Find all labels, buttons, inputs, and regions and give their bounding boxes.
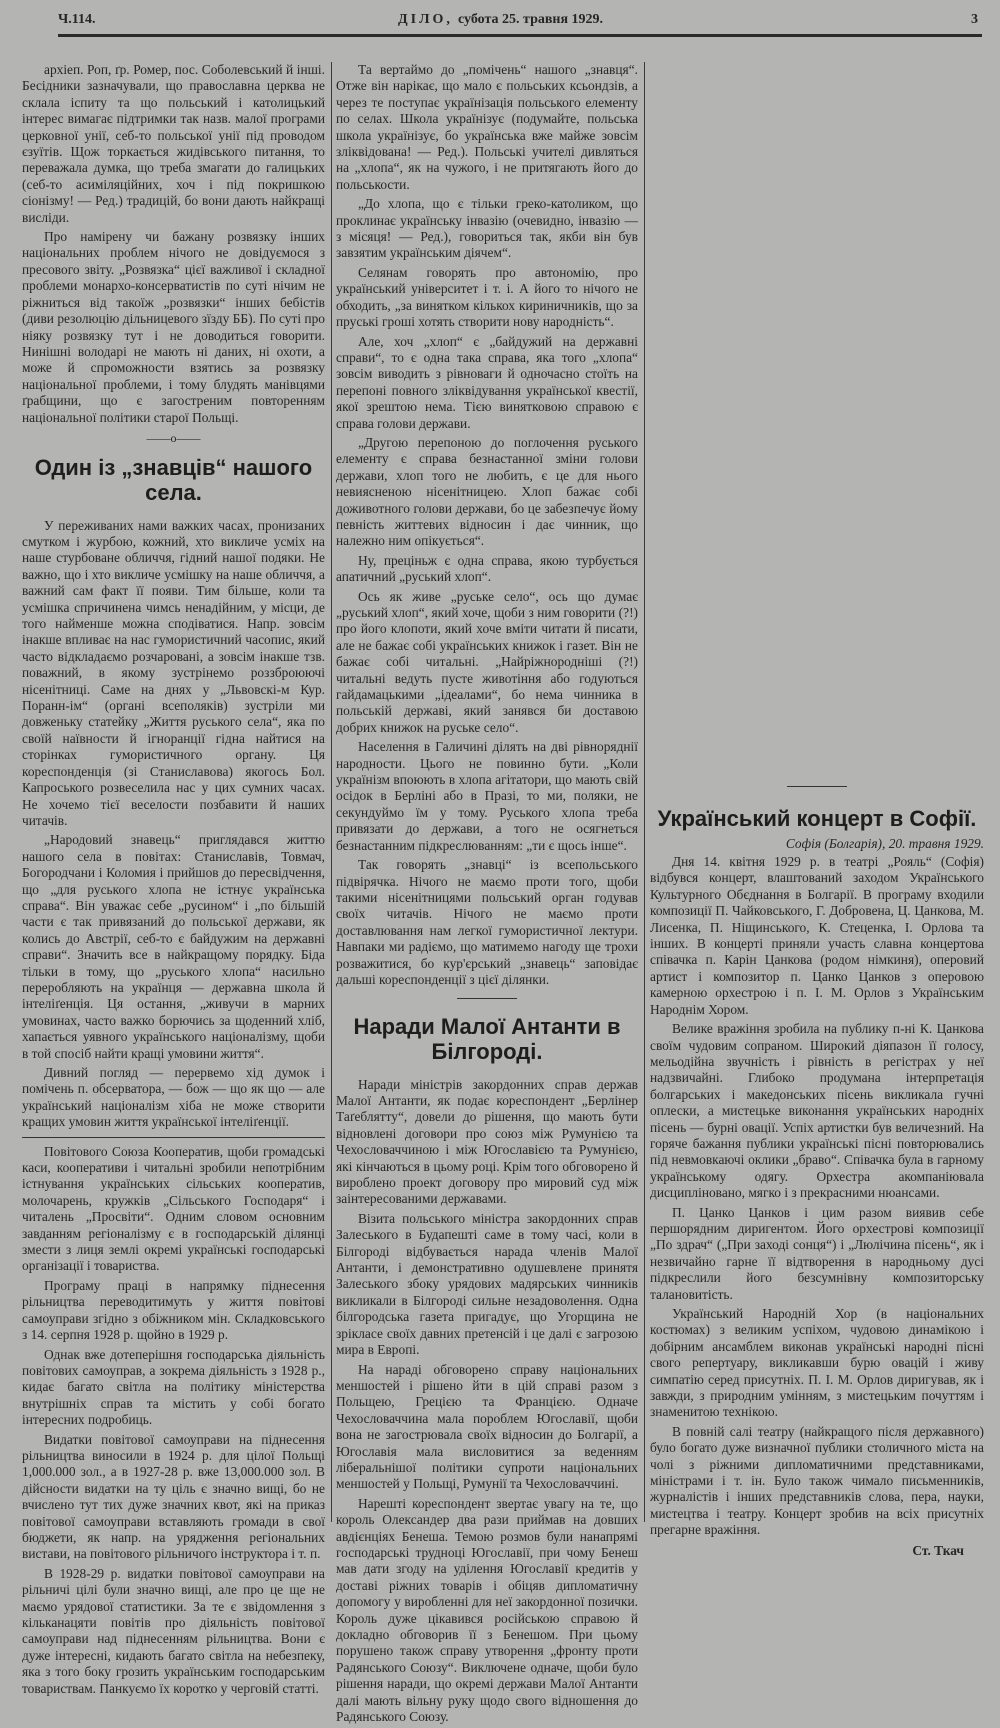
- paragraph: Нарешті кореспондент звертає увагу на те, що король Олександер два рази приймав на довших авдієнціях Бенеша. Темою розмов були нанапрямі господарські трудноці Югославії, при чому Бенеш мав дати згоду на уділення Югославії кредитів у доставі ріжних товарів і обіцяв дипломатичну допомогу у виробленні для неї закордонної позички. Король дуже цікавився російською справою й докладно обговорив її з Бенешом. При цьому порушено також справу утворення „фронту проти Радянського Союзу“. Виключене одначе, щоби було рішення наради, що окремі держави Малої Антанти далі мають вільну руку щодо свого відношення до Радянського Союзу.: [336, 1495, 638, 1725]
- paragraph: Населення в Галичині ділять на дві рівноряднії народности. Цього не повинно бути. „Коли українізм впоюють в хлопа агітатори, що мають свій осідок в Берліні або в Празі, то ми, поляки, не секундуймо їм у тому. Руського хлопа треба привязати до держави, а того не осягнеться безнастанним підкреслюванням: „ти є щось інше“.: [336, 739, 638, 853]
- paragraph: Програму праці в напрямку піднесення рільництва переводитимуть у життя повітові самоуправи згідно з обіжником мін. Складковського з 14. серпня 1928 р. щойно в 1929 р.: [22, 1277, 325, 1343]
- paragraph: Ну, преціньж є одна справа, якою турбується апатичний „руський хлоп“.: [336, 552, 638, 585]
- column-divider: [644, 62, 645, 1522]
- article-title: Український концерт в Софії.: [657, 806, 977, 831]
- paragraph: Повітового Союза Кооператив, щоби громадські каси, кооперативи і читальні зробили непотрібним істнування українських сільських кооператив, молочарень, кружків „Сільського Господаря“ і читалень „Просвіти“. Одним словом основним завданням регіоналізму є в господарській ділянці змести з лиця землі окремі українські господарські організації і товариства.: [22, 1143, 325, 1274]
- paragraph: Дня 14. квітня 1929 р. в театрі „Рояль“ (Софія) відбувся концерт, влаштований заходом Українського Культурного Обєднання в Болгарії. В програму входили композиції П. Чайковського, Г. Добровена, Ц. Цанкова, М. Лисенка, П. Ніщинського, К. Стеценка, І. Орлова та інших. В концерті приняли участь славна концертова співачка п. Карін Цанкова (родом німкиня), оперовий артист і композитор п. Цанко Цанков з оперовою камерною орхестрою і п. І. М. Орлов з Українським Народнім Хором.: [650, 854, 984, 1017]
- paragraph: архіеп. Роп, ґр. Ромер, пос. Соболевський й інші. Бесідники зазначували, що православна церква не склала іспиту та що польський і католицький інтерес вимагає підтримки так назв. малої програми церковної унії, себ-то польської унії під проводом єзуїтів. Щож торкається жидівського питання, то переважала думка, що треба змагати до галицьких (себ-то асиміляційних, хоч і під покришкою сіонізму! — Ред.) традицій, бо вони дають найкращі висліди.: [22, 62, 325, 225]
- paragraph: Так говорять „знавці“ із всепольського підвірячка. Нічого не маємо проти того, щоби такими нісенітницями польський орган годував своїх читачів. Нічого не маємо проти доставлювання нам легкої гумористичної лектури. Навпаки ми радіємо, що матимемо нагоду ще трохи розважитися, бо кур'єрський „знавець“ заповідає дальші кореспонденції з цієї ділянки.: [336, 857, 638, 987]
- paragraph: В повній салі театру (найкращого після державного) було богато дуже визначної публики столичного міста на чолі з ріжними дипломатичними представниками, міністрами і т. ін. Було також чимало письменників, журналістів і інших представників слова, пера, науки, мистецтва і театру. Концерт зробив на всіх присутніх прегарне вражіння.: [650, 1423, 984, 1538]
- paragraph: „Другою перепоною до поглочення руського елементу є справа безнастанної зміни голови держави, хлоп того не любить, є це для нього невиясненою нісенітницею. Хлоп бажає собі доживотного голови держави, бо це забезпечує йому певність життевих відносин і дає чинник, що належно ним опікується“.: [336, 434, 638, 549]
- paragraph: Дивний погляд — перервемо хід думок і помічень п. обсерватора, — бож — що як що — але український націоналізм хіба не може створити кращих умовин життя української інтеліґенції.: [22, 1065, 325, 1130]
- paragraph: Та вертаймо до „помічень“ нашого „знавця“. Отже він нарікає, що мало є польських ксьондзів, а через те поступає українізація польського елементу по селах. Школа українізує (подумайте, польська школа українізує, бо українська вже майже зовсім зліквідована! — Ред.). Польські учителі дивляться на „хлопа“, як на чужого, і не притягають його до польськости.: [336, 62, 638, 192]
- paragraph: На нараді обговорено справу національних меншостей і рішено йти в цій справі разом з Польщею, Грецією та Францією. Одначе Чехословаччина мала пороблем Югославії, щоби вона не загострювала своїх відносин до Болгарії, а Югославія мала висловитися за веденням ліберальнішої політики супроти національних меншостей у Польщі, Румунії та Чехословаччині.: [336, 1361, 638, 1492]
- paragraph: Однак вже дотеперішня господарська діяльність повітових самоуправ, а зокрема діяльність з 1928 р., кидає багато світла на політику міністерства внутрішніх справ та містить у собі богато інтересних подробиць.: [22, 1346, 325, 1428]
- separator: [457, 998, 517, 999]
- paragraph: Селянам говорять про автономію, про український університет і т. і. А його то нічого не обходить, „за винятком кількох кириничників, що за пруські гроші хотять створити нову народність“.: [336, 264, 638, 330]
- paragraph: Ось як живе „руське село“, ось що думає „руський хлоп“, який хоче, щоби з ним говорити (?!) про його клопоти, який хоче вміти читати й писати, але не бажає собі українських книжок і газет. Він не бажає собі читальні. „Найріжнородніші (?!) читальні ведуть пусте животіння або годуються гайдамацькими „ідеалами“, бо нема чинника в польській державі, який занявся би доставою добрих книжок на руське село“.: [336, 588, 638, 735]
- separator: ——o——: [146, 430, 201, 445]
- paragraph: П. Цанко Цанков і цим разом виявив себе першорядним диригентом. Його орхестрові композиції „По здрач“ („При заході сонця“) і „Люлічина пісень“, як і незвичайно гарне її відтворення в народньому дусі підкреслили його безсумнівну композиторську талановитість.: [650, 1204, 984, 1302]
- paragraph: В 1928-29 р. видатки повітової самоуправи на рільничі цілі були значно вищі, але про це ще не маємо урядової статистики. За те є звідомлення з кільканацяти повітів про діяльність повітової самоуправи над піднесенням рільництва. Вони є дуже інтересні, кидають багато світла на небезпеку, яка з того боку грозить українським господарським товариствам. Панкуємо їх коротко у черговій статті.: [22, 1565, 325, 1696]
- paragraph: Візита польського міністра закордонних справ Залеського в Будапешті саме в тому часі, коли в Білгороді відбувається нарада членів Малої Антанти, і демонстративно одушевлене принятя Залеського збоку урядових мадярських чинників викликали в Білгороді сильне незадоволення. Одна білгородська газета пригадує, що Угорщина не зрікласе своїх давних претенсій і це далі є загрозою мира в Европі.: [336, 1210, 638, 1358]
- right-column: [650, 786, 984, 1559]
- paragraph: Про намірену чи бажану розвязку інших національних проблем нічого не довідуємося з пресового звіту. „Розвязка“ цієї важливої і складної проблеми монархо-консерватистів по суті нічим не ріжниться від такоїж „розвязки“ інших бебістів (диви резолюцію дільницевого зїзду ББ). По суті про ніяку розвязку тут і не доводиться говорити. Нинішні володарі не мають ні даних, ні охоти, а може й спроможности взятись за розвязку національної проблеми, і тому блудять манівцями ґрабщини, що є загостреним повторенням національної політики старої Польщі.: [22, 229, 325, 425]
- separator: [787, 786, 847, 787]
- page-header: [58, 4, 982, 37]
- page-number: 3: [971, 12, 978, 27]
- newspaper-title: ДІЛО,: [398, 12, 453, 27]
- article-title: Один із „знавців“ нашого села.: [34, 455, 313, 505]
- author-signature: Ст. Ткач: [912, 1542, 964, 1558]
- paragraph: Український Народній Хор (в національних костюмах) з великим успіхом, чудовою динамікою і добірним ансамблем виконав українські народні пісні свого репертуару, викликавши бурю овацій і живу симпатію серед присутніх. П. І. М. Орлов диригував, як і завжди, з природним умінням, з мистецьким почуттям і знаменитою технікою.: [650, 1306, 984, 1420]
- paragraph: У переживаних нами важких часах, пронизаних смутком і журбою, кожний, хто викличе усміх на наше стурбоване обличчя, гідний нашої подяки. Не важно, що і хто викличе усмішку на наше обличчя, а важний сам факт її появи. Тим більше, коли та усмішка спричинена чимсь ненадійним, у місци, де того найменше можна сподіватися. Напр. зовсім інакше впливає на нас гумористичний часопис, який часто відкладаємо розчаровані, а зовсім інакше тзв. поважний, в якому зустрінемо роззброюючі нісенітниці. Саме на днях у „Львовскі-м Кур. Поранн-ім“ (органі всеполяків) зустріли ми довженьку статейку „Життя руського села“, яка по своїй наївности й ігноранції гідна найтися на сторінках гумористичного органу. Ця кореспонденція (зі Станиславова) якогось Бол. Капроського розвеселила нас у цих сумних часах. Не хочемо тієї веселости позбавити й наших читачів.: [22, 517, 325, 828]
- section-rule: [22, 1137, 325, 1138]
- paragraph: Велике вражіння зробила на публику п-ні К. Цанкова своїм чудовим сопраном. Широкий діяпазон її голосу, мельодійна звучність і рівність в регістрах у неї надзвичайні. Глибоко продумана інтерпретація болгарських і македонських пісень викликала гучні оплески, а мистецьке виконання українських народніх пісень — бурні овації. Успіх артистки був величезний. На горяче бажання публики українські пісні повторювались під невмовкаючі оклики „браво“. Співачка була в гарному українському одягу. Орхестра акомпаніювала дисципліновано, мягко і з прекрасними нюансами.: [650, 1021, 984, 1201]
- left-column: [22, 62, 325, 1700]
- paragraph: „Народовий знавець“ приглядався життю нашого села в повітах: Станиславів, Товмач, Богородчани і Коломия і прийшов до пересвідчення, що „для руського хлопа не істнує українська справа“. Він уважає себе „русином“ і „по більшій части є так привязаний до польської держави, як колись до Австрії, себ-то є байдужим на державні справи“. Значить все в найкращому порядку. Біда тільки в тому, що „руського хлопа“ насильно переробляють на українця — державна школа й інтеліґенція. Ця остання, „живучи в марних умовинах, часто важко борючись за щоденний хліб, хапається уявного українського націоналізму, щоби в той спосіб найти кращі умовини життя“.: [22, 832, 325, 1061]
- issue-date: субота 25. травня 1929.: [458, 12, 604, 27]
- paragraph: Але, хоч „хлоп“ є „байдужий на державні справи“, то є одна така справа, яка того „хлопа“ зовсім виводить з рівноваги й одночасно стоїть на перепоні повного зліквідування української квестії, якої зрештою нема. Тією винятковою справою є справа голови держави.: [336, 333, 638, 431]
- article-title: Наради Малої Антанти в Білгороді.: [353, 1014, 621, 1064]
- paragraph: Видатки повітової самоуправи на піднесення рільництва виносили в 1924 р. для цілої Польщі 1,000.000 зол., а в 1927-28 р. вже 13,000.000 зол. В дійсности видатки на ту ціль є значно вищі, бо не вчислено тут тих дуже значних квот, які на приказ повітової самоуправи вставляють громади в свої бюджети, як напр. на урядження регіональних вистави, на повітового рільничого інструктора і т. п.: [22, 1431, 325, 1562]
- paragraph: Наради міністрів закордонних справ держав Малої Антанти, як подає кореспондент „Берлінер Таґеблятту“, довели до рішення, що мають бути відновлені договори про союз між Румунією та Чехословаччиною і між Югославією та Румунією, які кінчаються в цьому році. Крім того обговорено й вироблено проект договору про мировий суд між заінтересованими державами.: [336, 1076, 638, 1207]
- column-divider: [331, 62, 332, 1522]
- paragraph: „До хлопа, що є тільки греко-католиком, що проклинає українську інвазію (очевидно, інвазію — з місяця! — Ред.), говориться так, якби він був завзятим українським діячем“.: [336, 196, 638, 261]
- middle-column: [336, 62, 638, 1728]
- issue-number: Ч.114.: [58, 12, 96, 27]
- dateline: Софія (Болгарія), 20. травня 1929.: [785, 835, 984, 851]
